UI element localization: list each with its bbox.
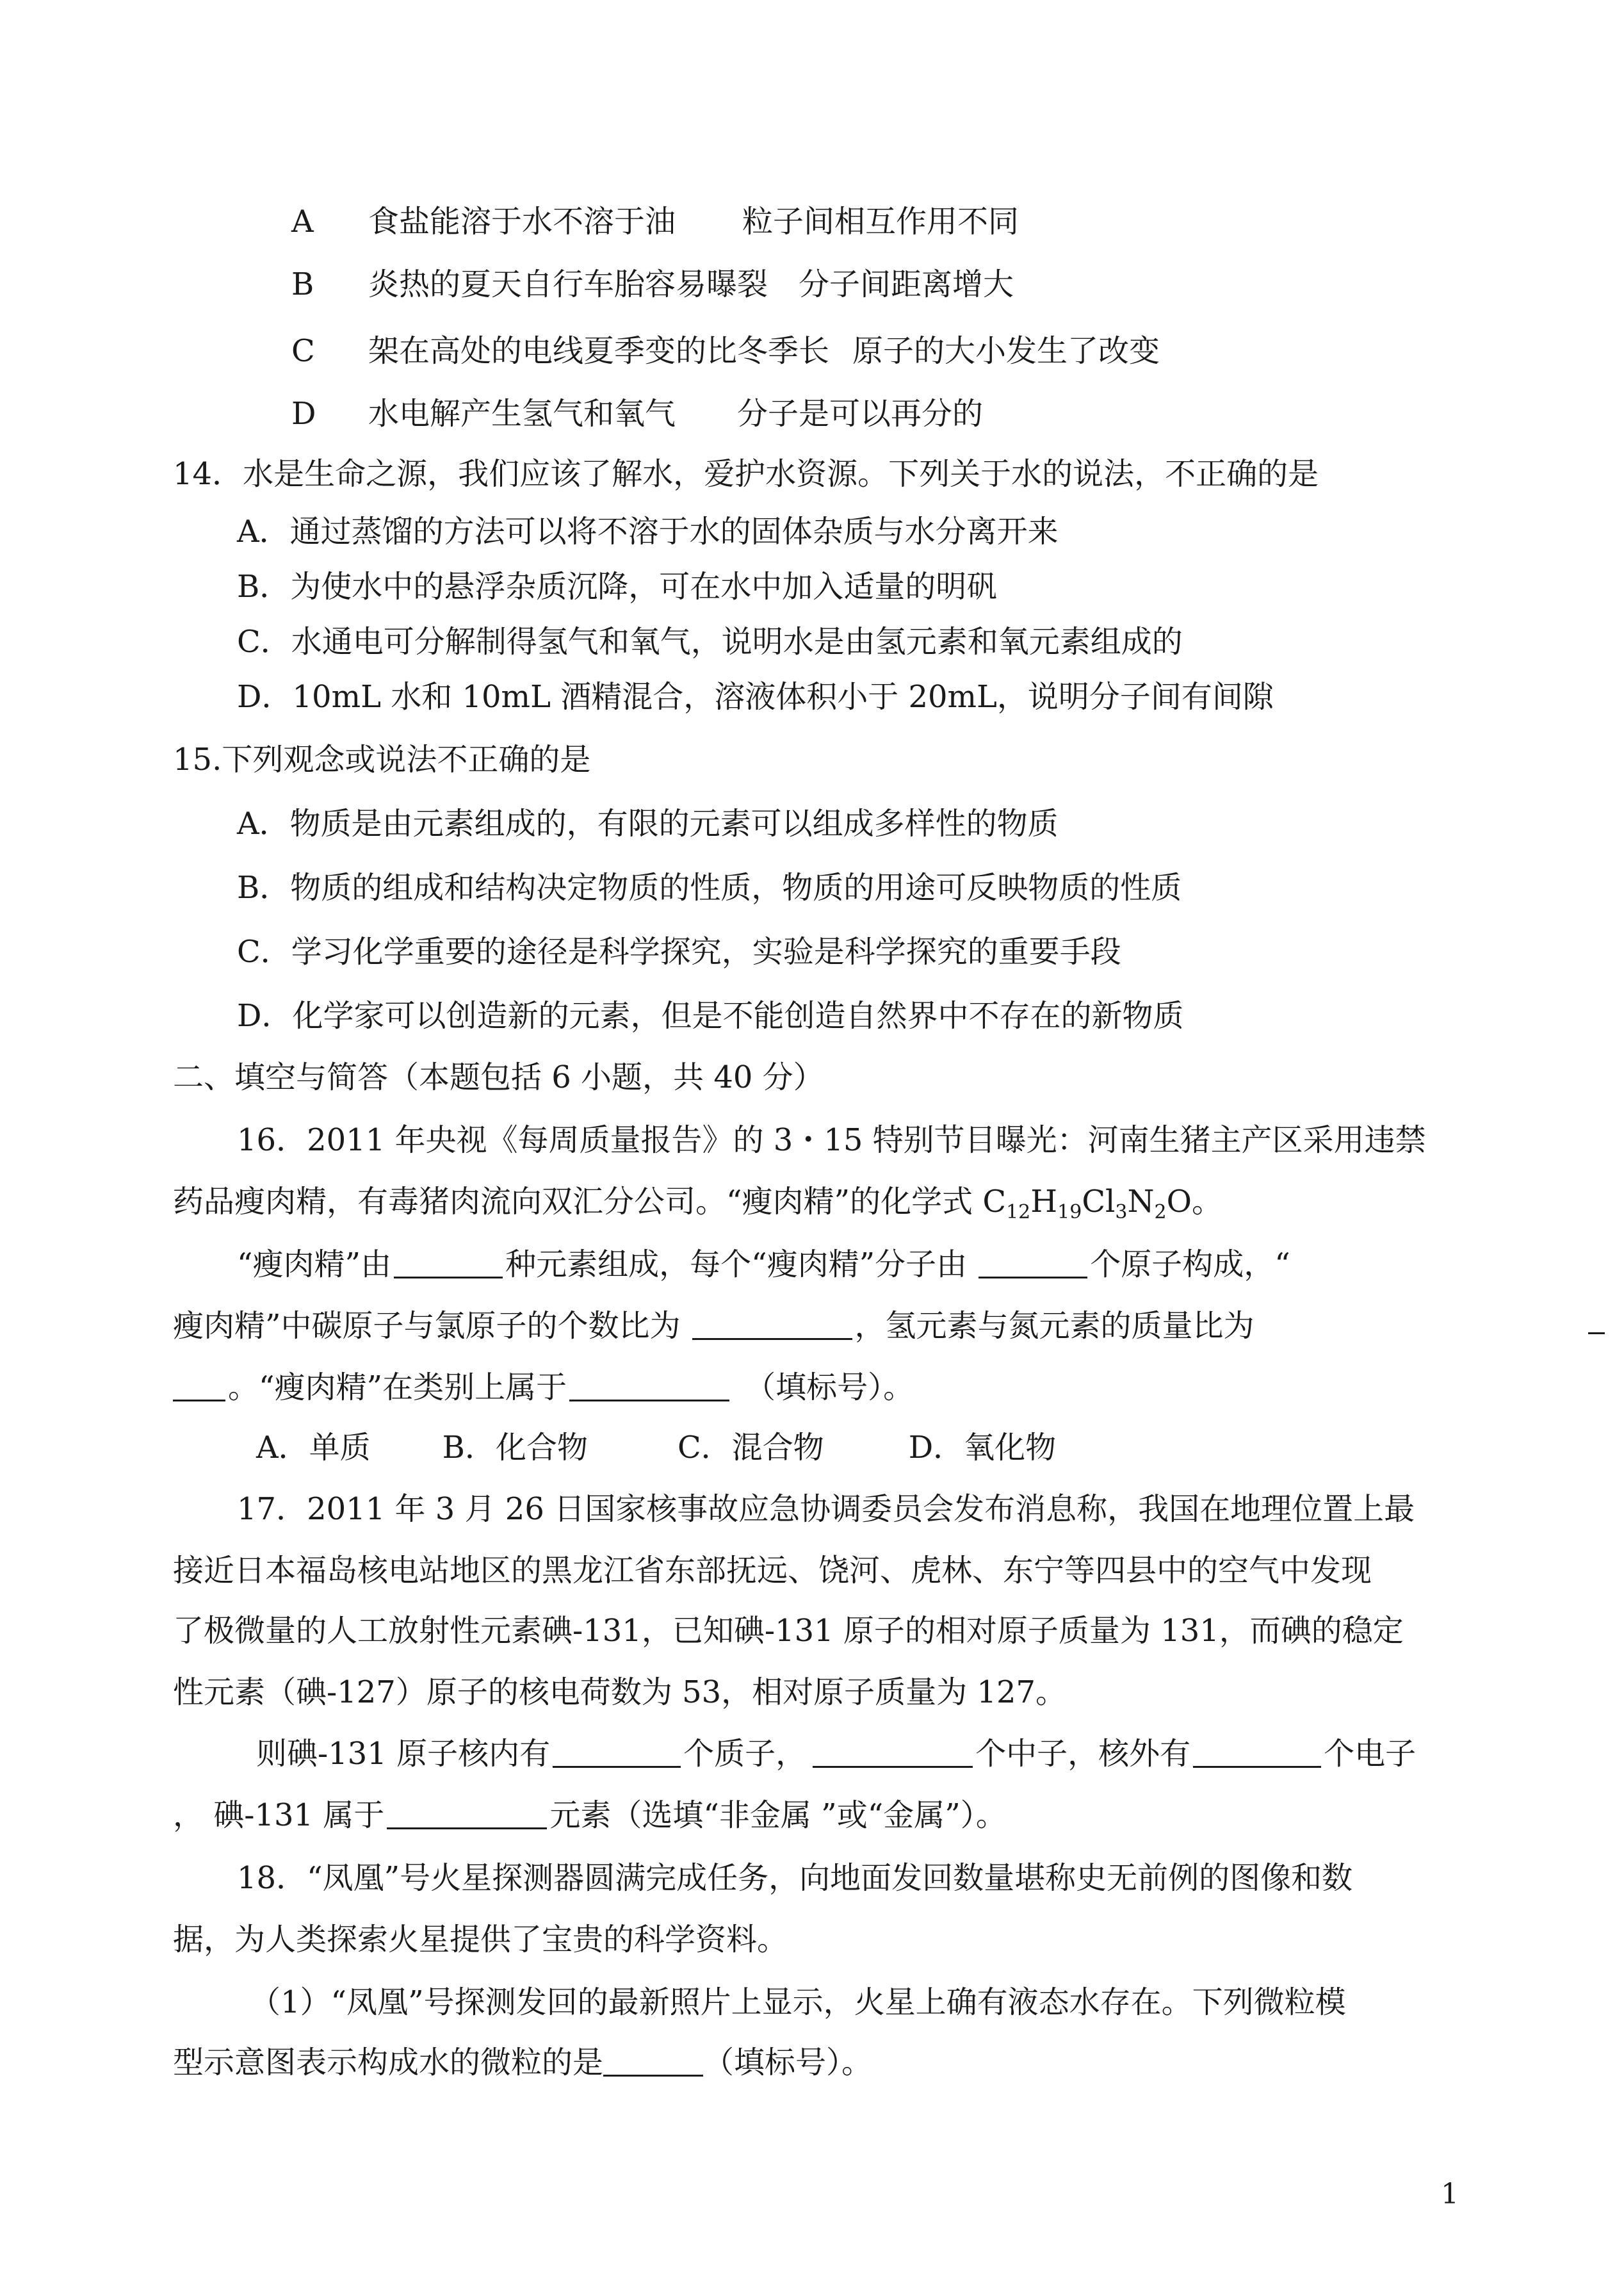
blank-h-n-mass-ratio[interactable] xyxy=(173,1399,225,1401)
blank-category[interactable] xyxy=(569,1399,729,1401)
q15-option-c: C．学习化学重要的途径是科学探究，实验是科学探究的重要手段 xyxy=(237,934,1121,970)
margin-mark xyxy=(1588,1332,1605,1334)
choice-b: B．化合物 xyxy=(442,1430,588,1466)
option-fact: 架在高处的电线夏季变的比冬季长 xyxy=(368,333,830,369)
q16-line-3: “瘦肉精”由 种元素组成，每个“瘦肉精”分子由 个原子构成，“ xyxy=(237,1246,1290,1282)
option-fact: 炎热的夏天自行车胎容易曝裂 xyxy=(368,266,768,302)
q13-option-c xyxy=(291,333,1160,369)
q18-line-2: 据，为人类探索火星提供了宝贵的科学资料。 xyxy=(173,1922,788,1957)
blank-c-cl-ratio[interactable] xyxy=(692,1337,852,1340)
blank-electrons[interactable] xyxy=(1193,1765,1321,1768)
q16-choices xyxy=(256,1430,1057,1466)
section-heading: 二、填空与简答（本题包括 6 小题，共 40 分） xyxy=(173,1059,824,1095)
q18-sub1-line-2: 型示意图表示构成水的微粒的是 （填标号）。 xyxy=(173,2045,873,2080)
q14-option-a: A．通过蒸馏的方法可以将不溶于水的固体杂质与水分离开来 xyxy=(237,514,1059,550)
q15-option-b: B．物质的组成和结构决定物质的性质，物质的用途可反映物质的性质 xyxy=(237,870,1182,906)
q17-fill-line-1: 则碘-131 原子核内有 个质子， 个中子，核外有 个电子 xyxy=(256,1736,1417,1772)
q13-option-b xyxy=(291,266,1014,302)
q17-line-4: 性元素（碘-127）原子的核电荷数为 53，相对原子质量为 127。 xyxy=(173,1674,1067,1710)
option-explanation: 分子是可以再分的 xyxy=(737,396,984,432)
blank-neutrons[interactable] xyxy=(813,1765,973,1768)
q17-line-1: 17．2011 年 3 月 26 日国家核事故应急协调委员会发布消息称，我国在地理位置上最 xyxy=(237,1491,1415,1527)
page-number: 1 xyxy=(1441,2178,1459,2210)
q15-option-d: D．化学家可以创造新的元素，但是不能创造自然界中不存在的新物质 xyxy=(237,998,1184,1034)
q16-line-4: 瘦肉精”中碳原子与氯原子的个数比为 ，氢元素与氮元素的质量比为 xyxy=(173,1308,1255,1344)
blank-water-particle[interactable] xyxy=(603,2074,703,2077)
q15-option-a: A．物质是由元素组成的，有限的元素可以组成多样性的物质 xyxy=(237,806,1059,842)
option-fact: 水电解产生氢气和氧气 xyxy=(368,396,676,432)
q13-option-d xyxy=(291,396,984,432)
q17-line-3: 了极微量的人工放射性元素碘-131，已知碘-131 原子的相对原子质量为 131，而碘的稳定 xyxy=(173,1613,1404,1649)
q16-line-1: 16．2011 年央视《每周质量报告》的 3・15 特别节目曝光：河南生猪主产区采用违禁 xyxy=(237,1122,1426,1158)
q18-sub1-line-1: （1）“凤凰”号探测发回的最新照片上显示，火星上确有液态水存在。下列微粒模 xyxy=(250,1984,1346,2020)
blank-atom-count[interactable] xyxy=(978,1276,1087,1278)
q16-line-5: 。“瘦肉精”在类别上属于 （填标号）。 xyxy=(173,1372,914,1403)
option-letter: A xyxy=(291,204,314,240)
q13-option-a xyxy=(291,204,1019,240)
q15-stem: 15.下列观念或说法不正确的是 xyxy=(173,742,591,778)
blank-element-count[interactable] xyxy=(394,1276,503,1278)
chemical-formula: $C_{12}H_{19}Cl_3N_2O$ xyxy=(982,1184,1192,1223)
blank-protons[interactable] xyxy=(553,1765,681,1768)
q14-stem: 14．水是生命之源，我们应该了解水，爱护水资源。下列关于水的说法，不正确的是 xyxy=(173,456,1319,492)
blank-element-type[interactable] xyxy=(387,1827,547,1829)
option-fact: 食盐能溶于水不溶于油 xyxy=(368,204,676,240)
q16-text: 药品瘦肉精，有毒猪肉流向双汇分公司。“瘦肉精”的化学式 xyxy=(173,1184,983,1220)
q14-option-b: B．为使水中的悬浮杂质沉降，可在水中加入适量的明矾 xyxy=(237,569,998,605)
choice-a: A．单质 xyxy=(256,1430,371,1466)
option-letter: B xyxy=(291,266,314,302)
q16-line-2: 药品瘦肉精，有毒猪肉流向双汇分公司。“瘦肉精”的化学式 $C_{12}H_{19}Cl_3N_2O$。 xyxy=(173,1184,1222,1223)
choice-d: D．氧化物 xyxy=(908,1430,1057,1466)
option-letter: C xyxy=(291,333,315,369)
q18-line-1: 18．“凤凰”号火星探测器圆满完成任务，向地面发回数量堪称史无前例的图像和数 xyxy=(237,1860,1353,1896)
q14-option-d: D．10mL 水和 10mL 酒精混合，溶液体积小于 20mL，说明分子间有间隙 xyxy=(237,679,1274,715)
option-explanation: 原子的大小发生了改变 xyxy=(852,333,1160,369)
q14-option-c: C．水通电可分解制得氢气和氧气，说明水是由氢元素和氧元素组成的 xyxy=(237,624,1183,660)
option-explanation: 分子间距离增大 xyxy=(799,266,1014,302)
option-explanation: 粒子间相互作用不同 xyxy=(742,204,1019,240)
option-letter: D xyxy=(291,396,316,432)
choice-c: C．混合物 xyxy=(677,1430,824,1466)
q17-line-2: 接近日本福岛核电站地区的黑龙江省东部抚远、饶河、虎林、东宁等四县中的空气中发现 xyxy=(173,1553,1372,1589)
q17-fill-line-2: ， 碘-131 属于 元素（选填“非金属 ”或“金属”）。 xyxy=(173,1797,1007,1833)
